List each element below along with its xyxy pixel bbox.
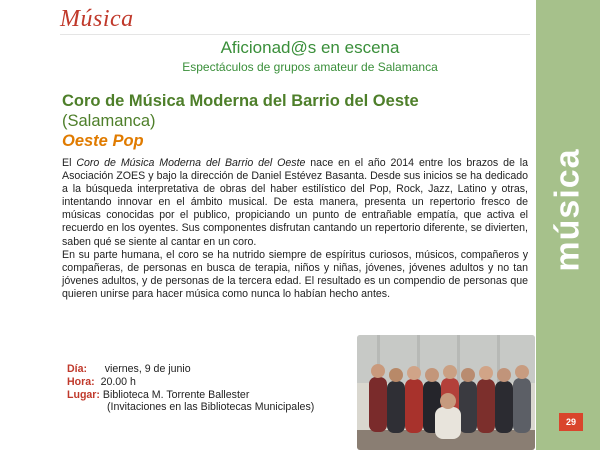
description-paragraph-1 [62,157,528,249]
description-paragraph-2: En su parte humana, el coro se ha nutrido siempre de espíritus curiosos, músicos, compañeros y compañeras, de personas en busca de terapia, niños y niñas, jóvenes, jóvenes adultos y no tan jóvenes adultos, y de personas de la tercera edad. El resultado es un compendio de personas que quieren unirse para hacer música como nunca lo habían hecho antes. [62,248,528,300]
time-label: Hora: [67,375,95,388]
place-value: Biblioteca M. Torrente Ballester [102,388,250,401]
description-rest: nace en el año 2014 entre los brazos de la Asociación ZOES y bajo la dirección de Daniel Estévez Basanta. Desde sus inicios se ha dedicado a la búsqueda interpretativa de obras del haber estilístico del Pop, Rock, Jazz, Latino y otras, intentando innovar en el ámbito musical. De esta manera, presenta un repertorio fresco de músicas conocidas por el publico, propiciando un punto de entrañable empatía, que activa el recuerdo en los oyentes. Sus componentes disfrutan cantando un repertorio diferente, se divierten, saben qué se siente al cantar en un coro. [62,157,528,248]
choir-photo-illustration [357,335,535,450]
event-description [62,157,528,301]
section-label: Música [60,6,134,32]
time-value: 20.00 h [100,375,136,388]
description-lead: El [62,157,77,169]
page-number: 29 [559,413,583,431]
day-label: Día: [67,363,88,375]
event-group-name: Oeste Pop [62,132,144,150]
choir-group-photo [357,335,535,450]
series-subtitle: Espectáculos de grupos amateur de Salamanca [182,60,438,74]
place-note: (Invitaciones en las Bibliotecas Municipales) [107,401,315,414]
section-divider [60,34,530,35]
day-value: viernes, 9 de junio [104,363,191,375]
choir-name-italic: Coro de Música Moderna del Barrio del Oeste [76,157,306,169]
detail-time [67,376,367,389]
series-title: Aficionad@s en escena [220,38,400,57]
place-label: Lugar: [67,388,100,401]
event-title: Coro de Música Moderna del Barrio del Oeste [62,92,419,110]
event-details [67,363,367,414]
event-city: (Salamanca) [62,112,156,130]
detail-place [67,389,367,402]
sidebar-section-word [536,0,600,450]
detail-day [67,363,367,376]
sidebar-word-text: música [548,148,587,272]
